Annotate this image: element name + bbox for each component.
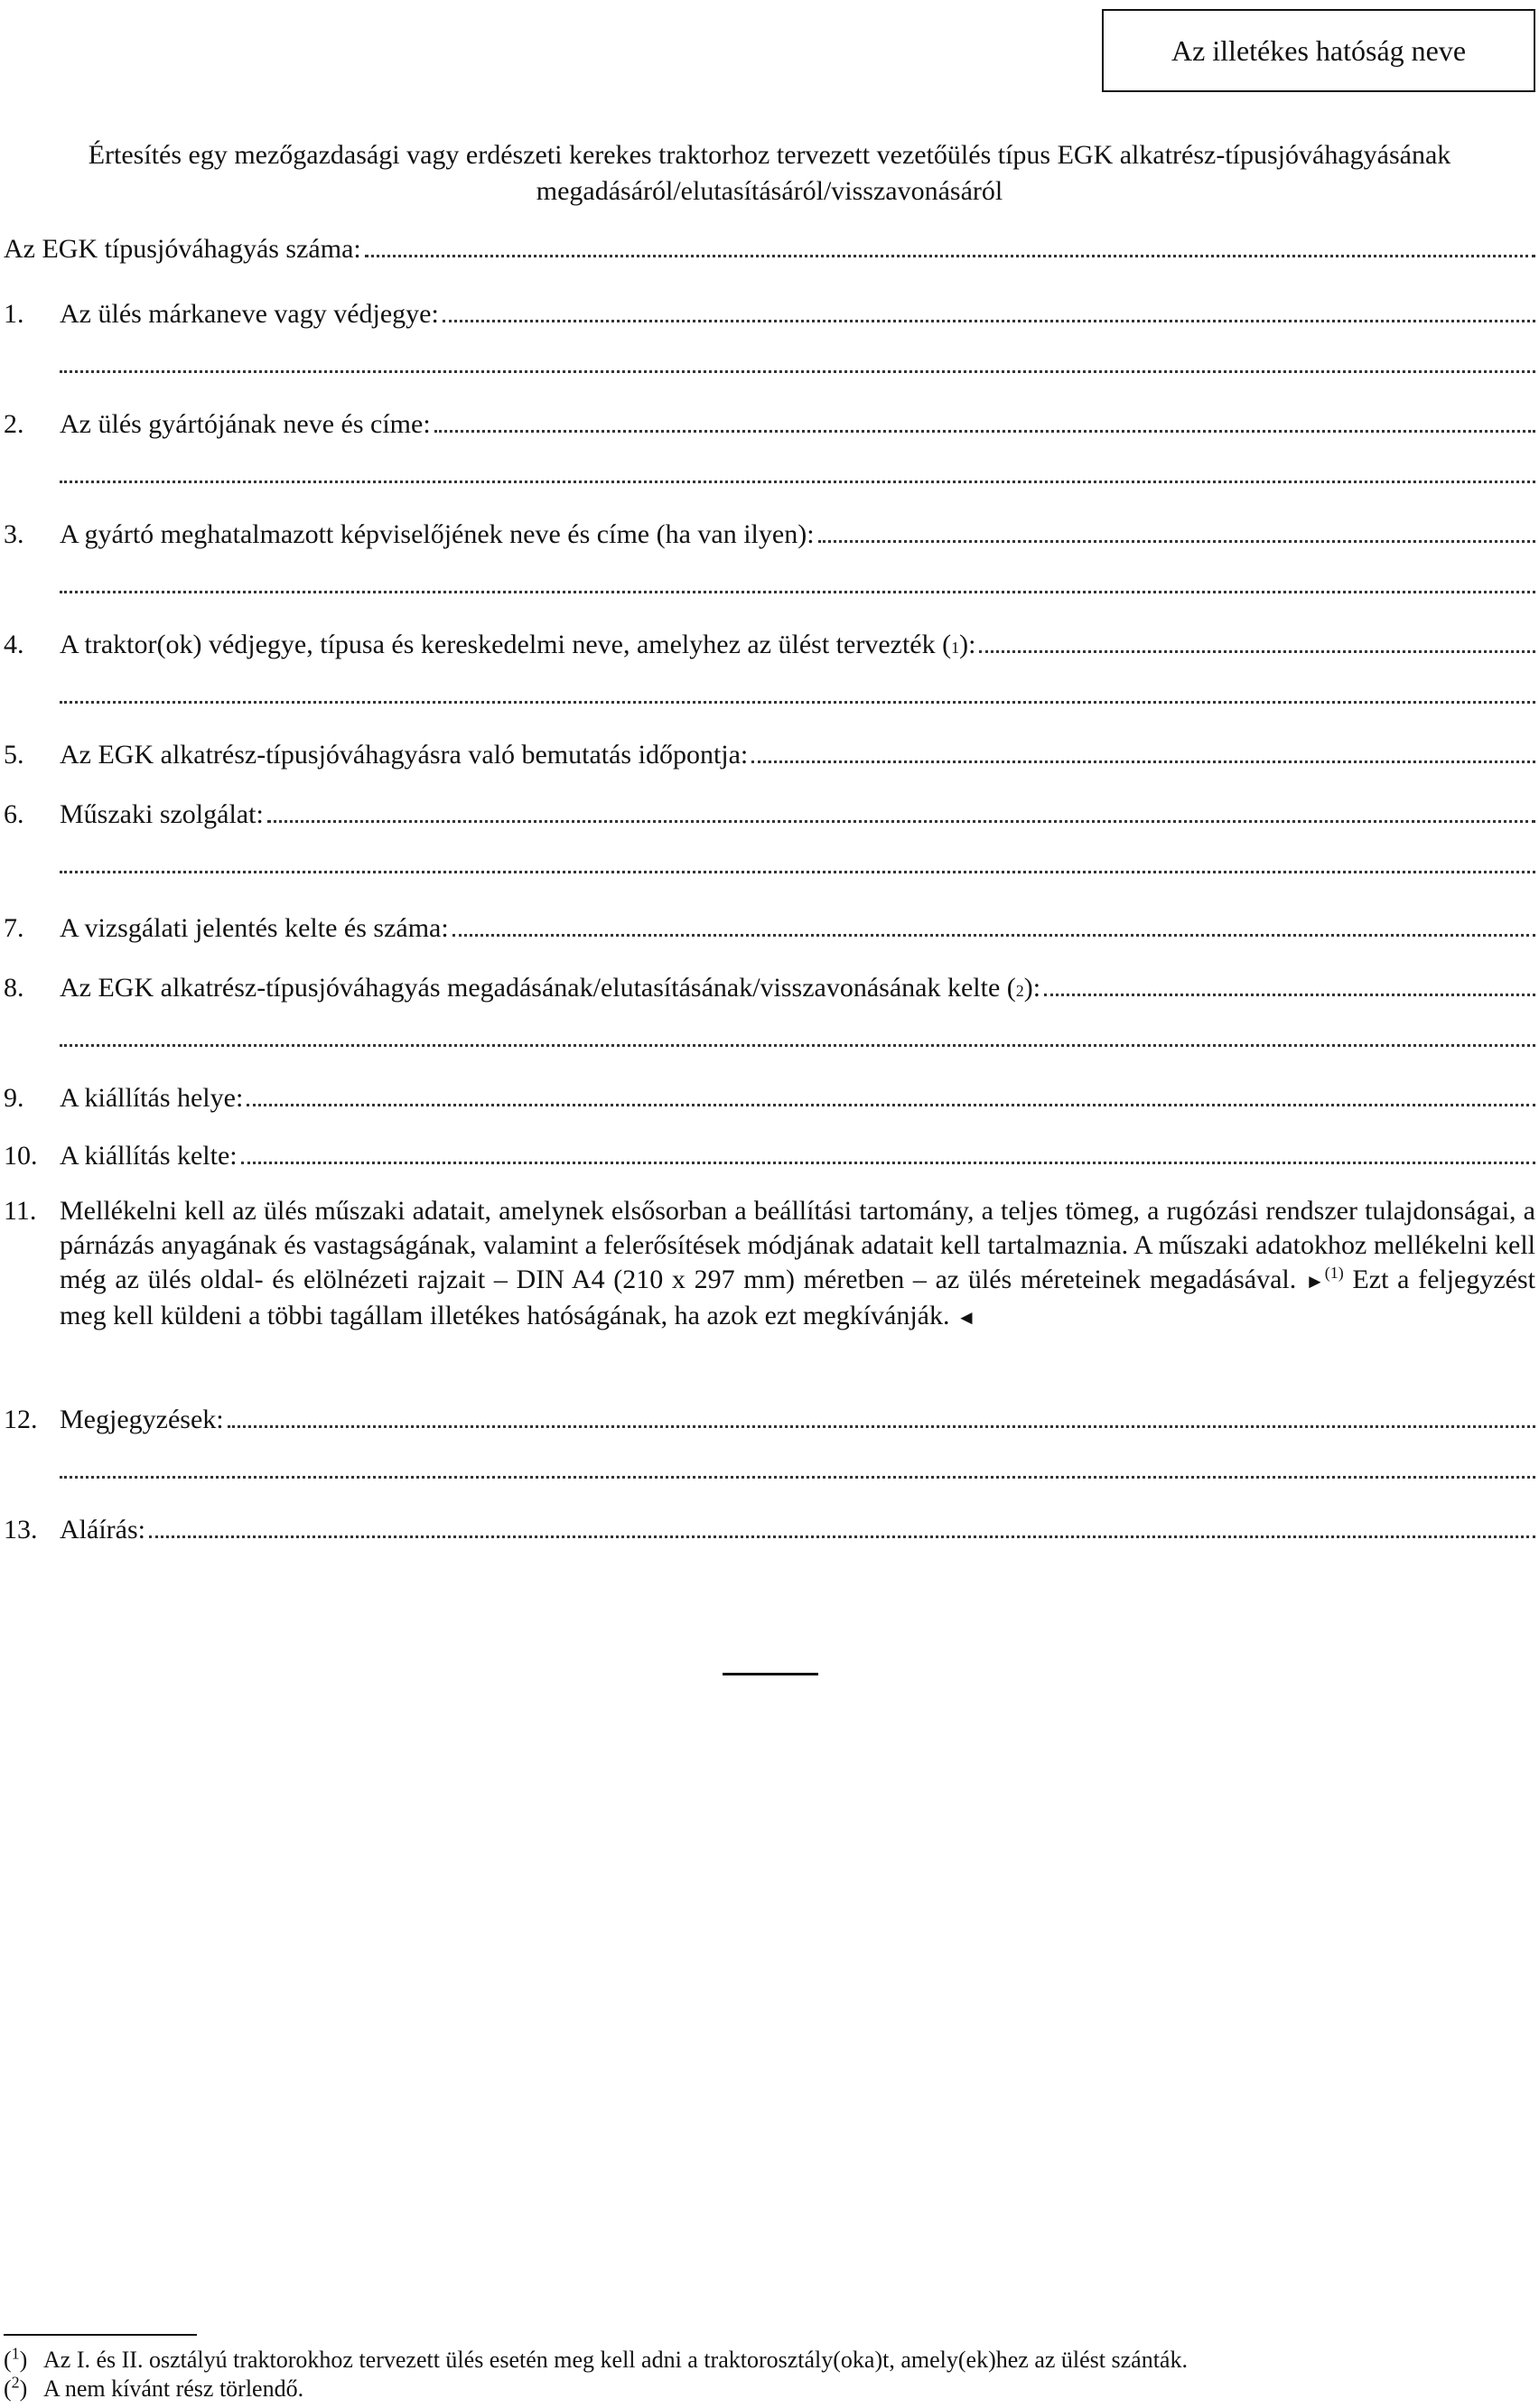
- item-2-continuation-line: [60, 471, 1535, 483]
- item-11: [4, 1194, 1535, 1335]
- item-label: Az ülés gyártójának neve és címe:: [60, 409, 431, 439]
- item-label: Műszaki szolgálat:: [60, 799, 264, 829]
- item-dotted-line: [241, 1134, 1535, 1164]
- amendment-ref: (1): [1324, 1264, 1344, 1282]
- item-label-tail: ):: [1023, 973, 1041, 1003]
- footnote-1: ($^1$) Az I. és II. osztályú traktorokhoz tervezett ülés esetén meg kell adni a traktorosztály(oka)t, amely(ek)hez az ülést szánták.: [4, 2344, 1188, 2373]
- item-dotted-line: [267, 793, 1535, 823]
- item-9: [4, 1077, 1535, 1116]
- section-end-rule: [723, 1673, 818, 1675]
- authority-name-box: [1102, 9, 1535, 92]
- footnote-text: A nem kívánt rész törlendő.: [43, 2375, 304, 2402]
- item-6: [4, 793, 1535, 833]
- item-dotted-line: [818, 513, 1535, 543]
- item-number: 12.: [4, 1405, 38, 1434]
- item-label: Megjegyzések:: [60, 1405, 224, 1434]
- item-7: [4, 907, 1535, 947]
- item-dotted-line: [228, 1398, 1535, 1428]
- item-dotted-line: [149, 1508, 1535, 1538]
- item-4-continuation-line: [60, 692, 1535, 704]
- item-11-text-b: Ezt a feljegyzést meg kell küldeni a többi tagállam illetékes hatóságának, ha azok ezt megkívánják.: [60, 1265, 1536, 1330]
- item-number: 5.: [4, 740, 24, 770]
- item-number: 7.: [4, 913, 24, 943]
- item-1-continuation-line: [60, 361, 1535, 373]
- document-title: Értesítés egy mezőgazdasági vagy erdészeti kerekes traktorhoz tervezett vezetőülés típus EGK alkatrész-típusjóváhagyásának megadásáról/elutasításáról/visszavonásáról: [88, 140, 1451, 206]
- item-label: Az EGK alkatrész-típusjóváhagyásra való bemutatás időpontja:: [60, 740, 749, 770]
- approval-number-label: Az EGK típusjóváhagyás száma:: [4, 234, 361, 264]
- item-12-continuation-line: [60, 1467, 1535, 1479]
- footnote-text: Az I. és II. osztályú traktorokhoz tervezett ülés esetén meg kell adni a traktorosztály(oka)t, amely(ek)hez az ülést szánták.: [43, 2347, 1188, 2373]
- item-3-continuation-line: [60, 582, 1535, 593]
- amendment-start-marker-icon: ►: [1304, 1270, 1325, 1293]
- item-dotted-line: [452, 907, 1535, 937]
- item-number: 8.: [4, 973, 24, 1003]
- approval-number-dotted-line: [365, 228, 1535, 257]
- amendment-end-marker-icon: ◄: [956, 1306, 976, 1329]
- item-label: A kiállítás kelte:: [60, 1141, 238, 1171]
- item-number: 3.: [4, 519, 24, 549]
- item-label: A vizsgálati jelentés kelte és száma:: [60, 913, 449, 943]
- item-label-tail: ):: [959, 630, 976, 659]
- item-label: Az EGK alkatrész-típusjóváhagyás megadásának/elutasításának/visszavonásának kelte (: [60, 973, 1016, 1003]
- item-8: 8. Az EGK alkatrész-típusjóváhagyás megadásának/elutasításának/visszavonásának kelte ( 2 ):: [4, 966, 1535, 1006]
- item-6-continuation-line: [60, 862, 1535, 873]
- item-13: [4, 1508, 1535, 1548]
- item-number: 11.: [4, 1196, 37, 1226]
- item-8-continuation-line: [60, 1035, 1535, 1047]
- item-dotted-line: [434, 403, 1535, 433]
- item-3: [4, 513, 1535, 553]
- item-label: Aláírás:: [60, 1515, 145, 1545]
- item-dotted-line: [1044, 966, 1535, 996]
- item-10: [4, 1134, 1535, 1174]
- footnote-separator: [4, 2334, 197, 2336]
- footnote-mark: 2: [11, 2373, 20, 2392]
- item-number: 4.: [4, 630, 24, 659]
- item-2: [4, 403, 1535, 443]
- item-number: 10.: [4, 1141, 38, 1171]
- item-label: Az ülés márkaneve vagy védjegye:: [60, 299, 439, 329]
- item-label: A gyártó meghatalmazott képviselőjének neve és címe (ha van ilyen):: [60, 519, 815, 549]
- item-dotted-line: [443, 293, 1535, 322]
- item-number: 13.: [4, 1515, 38, 1545]
- item-dotted-line: [247, 1077, 1535, 1106]
- item-4: 4. A traktor(ok) védjegye, típusa és kereskedelmi neve, amelyhez az ülést tervezték ( 1 ):: [4, 623, 1535, 663]
- footnote-2: ($^2$) A nem kívánt rész törlendő.: [4, 2373, 304, 2402]
- item-5: [4, 733, 1535, 773]
- item-number: 9.: [4, 1083, 24, 1113]
- item-number: 2.: [4, 409, 24, 439]
- authority-name-label: Az illetékes hatóság neve: [1171, 33, 1467, 67]
- footnote-mark: 1: [11, 2344, 20, 2363]
- item-1: [4, 293, 1535, 332]
- approval-number-field: [4, 228, 1535, 267]
- item-number: 1.: [4, 299, 24, 329]
- item-dotted-line: [751, 733, 1535, 763]
- item-11-text: [60, 1194, 1535, 1335]
- item-12: [4, 1398, 1535, 1438]
- item-label: A traktor(ok) védjegye, típusa és kereskedelmi neve, amelyhez az ülést tervezték (: [60, 630, 952, 659]
- item-11-text-a: Mellékelni kell az ülés műszaki adatait, amelynek elsősorban a beállítási tartomány, a teljes tömeg, a rugózási rendszer tulajdonságai, a párnázás anyagának és vastagságának, valamint a felerősítések módjának adatait kell tartalmaznia. A műszaki adatokhoz mellékelni kell még az ülés oldal- és elölnézeti rajzait – DIN A4 (210 x 297 mm) méretben – az ülés méreteinek megadásával.: [60, 1196, 1535, 1294]
- item-number: 6.: [4, 799, 24, 829]
- item-label: A kiállítás helye:: [60, 1083, 244, 1113]
- item-dotted-line: [979, 623, 1535, 653]
